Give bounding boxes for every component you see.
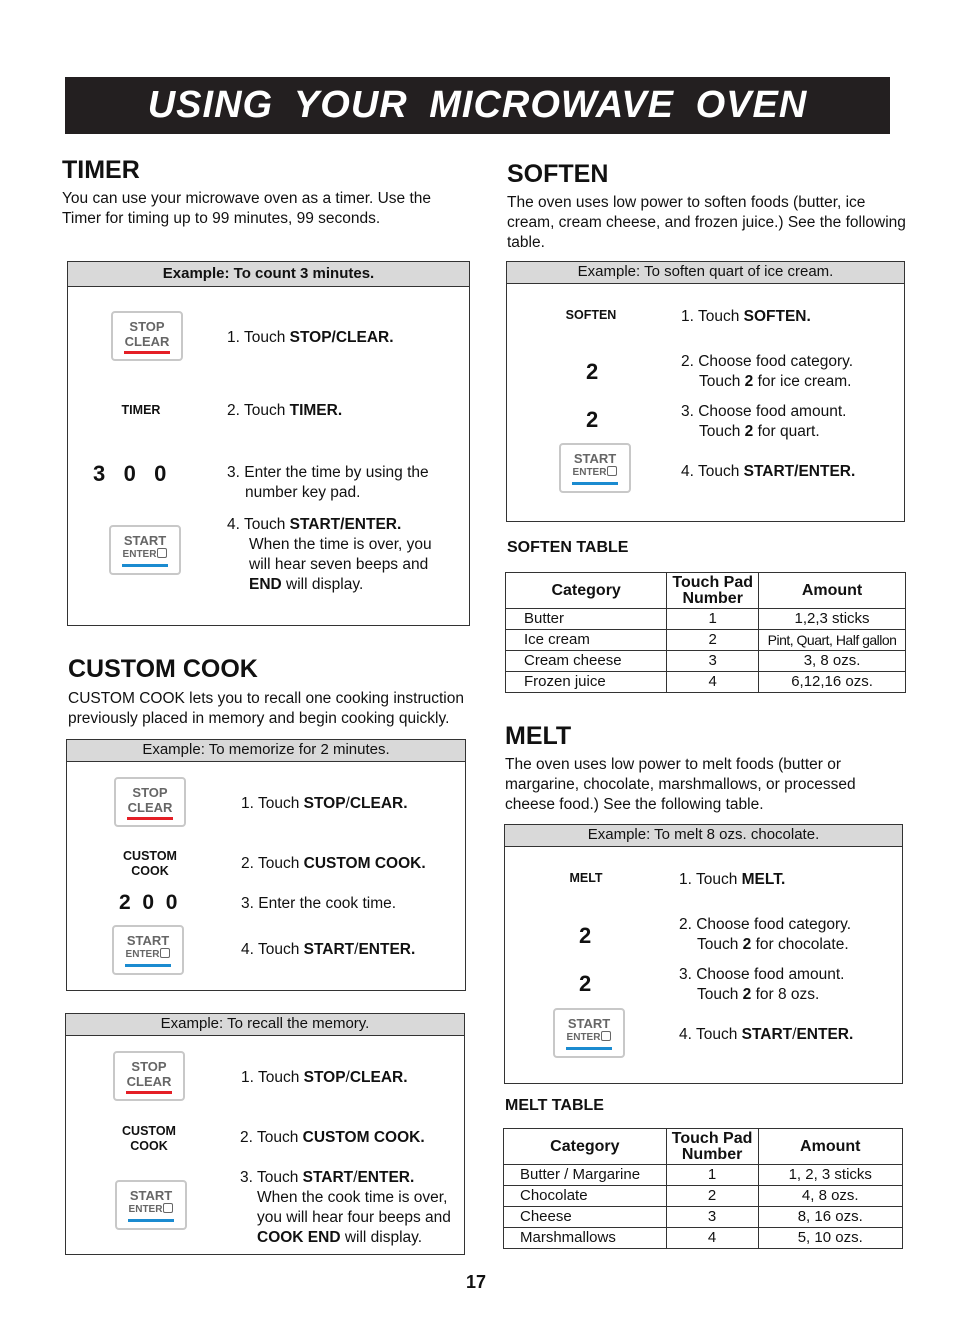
custom-cook-intro: CUSTOM COOK lets you to recall one cooking instruction previously placed in memory and begin cooking quickly. [68,690,464,727]
red-bar [124,351,170,354]
timer-key-label: TIMER [121,403,161,417]
col-header-amount: Amount [759,573,906,609]
custom-cook-key-label: CUSTOM COOK [122,1124,176,1153]
melt-digit-1: 2 [579,923,592,948]
melt-example-title: Example: To melt 8 ozs. chocolate. [505,825,902,847]
blue-bar [122,564,168,567]
stop-clear-button[interactable] [111,311,183,361]
table-row: Cheese 3 8, 16 ozs. [504,1207,903,1228]
soften-table [505,572,906,693]
soften-step-4: 4. Touch START/ENTER. [681,463,856,480]
melt-key-label: MELT [569,871,603,885]
clear-label: CLEAR [126,1074,172,1089]
custom-cook-heading: CUSTOM COOK [68,655,258,683]
melt-step-1: 1. Touch MELT. [679,871,786,888]
melt-table [503,1128,903,1249]
soften-example-title: Example: To soften quart of ice cream. [507,262,904,284]
custom-b-step-1: 1. Touch STOP/CLEAR. [241,1069,408,1086]
red-bar [126,1091,172,1094]
table-row: Butter 1 1,2,3 sticks [506,609,906,630]
timer-intro: You can use your microwave oven as a timer. Use the Timer for timing up to 99 minutes, 99 seconds. [62,190,432,227]
table-row: Cream cheese 3 3, 8 ozs. [506,651,906,672]
start-label: START [573,451,617,466]
lock-icon [160,948,170,958]
soften-table-title: SOFTEN TABLE [507,539,629,556]
start-enter-button[interactable] [115,1180,187,1230]
custom-a-step-4: 4. Touch START/ENTER. [241,941,416,958]
soften-key-label: SOFTEN [565,308,617,322]
blue-bar [128,1219,174,1222]
melt-step-2: 2. Choose food category. Touch 2 for chocolate. [679,916,852,953]
start-enter-button[interactable] [553,1008,625,1058]
timer-step-3: 3. Enter the time by using the number key pad. [227,464,429,501]
lock-icon [163,1203,173,1213]
clear-label: CLEAR [124,334,170,349]
col-header-category: Category [504,1129,667,1165]
lock-icon [607,466,617,476]
enter-label: ENTER [128,1204,163,1215]
enter-label: ENTER [572,467,607,478]
table-row: Marshmallows 4 5, 10 ozs. [504,1228,903,1249]
stop-clear-button[interactable] [113,1051,185,1101]
lock-icon [601,1031,611,1041]
melt-step-3: 3. Choose food amount. Touch 2 for 8 ozs. [679,966,845,1003]
timer-step-4: 4. Touch START/ENTER. When the time is over, you will hear seven beeps and END will display. [227,516,432,593]
custom-b-step-2: 2. Touch CUSTOM COOK. [240,1129,425,1146]
timer-digits: 3 0 0 [93,461,167,486]
blue-bar [566,1047,612,1050]
custom-example-recall-title: Example: To recall the memory. [66,1014,464,1036]
custom-b-step-3: 3. Touch START/ENTER. When the cook time is over, you will hear four beeps and COOK END will display. [240,1169,451,1246]
col-header-touch-pad: Touch Pad Number [666,1129,758,1165]
start-label: START [129,1188,173,1203]
enter-label: ENTER [125,949,160,960]
red-bar [127,817,173,820]
start-enter-button[interactable] [559,443,631,493]
enter-label: ENTER [566,1032,601,1043]
blue-bar [125,964,171,967]
melt-table-title: MELT TABLE [505,1097,604,1114]
timer-heading: TIMER [62,156,140,184]
lock-icon [157,548,167,558]
custom-a-step-1: 1. Touch STOP/CLEAR. [241,795,408,812]
melt-heading: MELT [505,722,572,750]
soften-digit-2: 2 [586,407,599,432]
table-row: Butter / Margarine 1 1, 2, 3 sticks [504,1165,903,1186]
custom-a-step-3: 3. Enter the cook time. [241,895,397,912]
col-header-touch-pad: Touch Pad Number [667,573,759,609]
table-row: Frozen juice 4 6,12,16 ozs. [506,672,906,693]
melt-intro: The oven uses low power to melt foods (butter or margarine, chocolate, marshmallows, or processed cheese food.) See the following table. [505,756,856,813]
timer-step-1: 1. Touch STOP/CLEAR. [227,329,394,346]
blue-bar [572,482,618,485]
custom-a-step-2: 2. Touch CUSTOM COOK. [241,855,426,872]
clear-label: CLEAR [127,800,173,815]
page-banner: USING YOUR MICROWAVE OVEN [65,77,890,134]
custom-digits: 2 0 0 [119,891,178,914]
start-enter-button[interactable] [112,925,184,975]
timer-step-2: 2. Touch TIMER. [227,402,343,419]
col-header-category: Category [506,573,667,609]
col-header-amount: Amount [758,1129,903,1165]
custom-cook-key-label: CUSTOM COOK [123,849,177,878]
melt-step-4: 4. Touch START/ENTER. [679,1026,854,1043]
start-label: START [126,933,170,948]
start-enter-button[interactable] [109,525,181,575]
start-label: START [567,1016,611,1031]
soften-heading: SOFTEN [507,160,609,188]
melt-digit-2: 2 [579,971,592,996]
custom-example-memorize-title: Example: To memorize for 2 minutes. [67,740,465,762]
stop-label: STOP [132,785,168,800]
table-row: Ice cream 2 Pint, Quart, Half gallon [506,630,906,651]
soften-step-3: 3. Choose food amount. Touch 2 for quart. [681,403,847,440]
stop-label: STOP [131,1059,167,1074]
stop-clear-button[interactable] [114,777,186,827]
soften-step-1: 1. Touch SOFTEN. [681,308,811,325]
start-label: START [123,533,167,548]
timer-example-title: Example: To count 3 minutes. [68,262,469,287]
soften-digit-1: 2 [586,359,599,384]
enter-label: ENTER [122,549,157,560]
page-number: 17 [466,1272,487,1292]
table-row: Chocolate 2 4, 8 ozs. [504,1186,903,1207]
soften-step-2: 2. Choose food category. Touch 2 for ice cream. [681,353,854,390]
stop-label: STOP [129,319,165,334]
soften-intro: The oven uses low power to soften foods (butter, ice cream, cream cheese, and frozen juice.) See the following table. [507,194,906,251]
